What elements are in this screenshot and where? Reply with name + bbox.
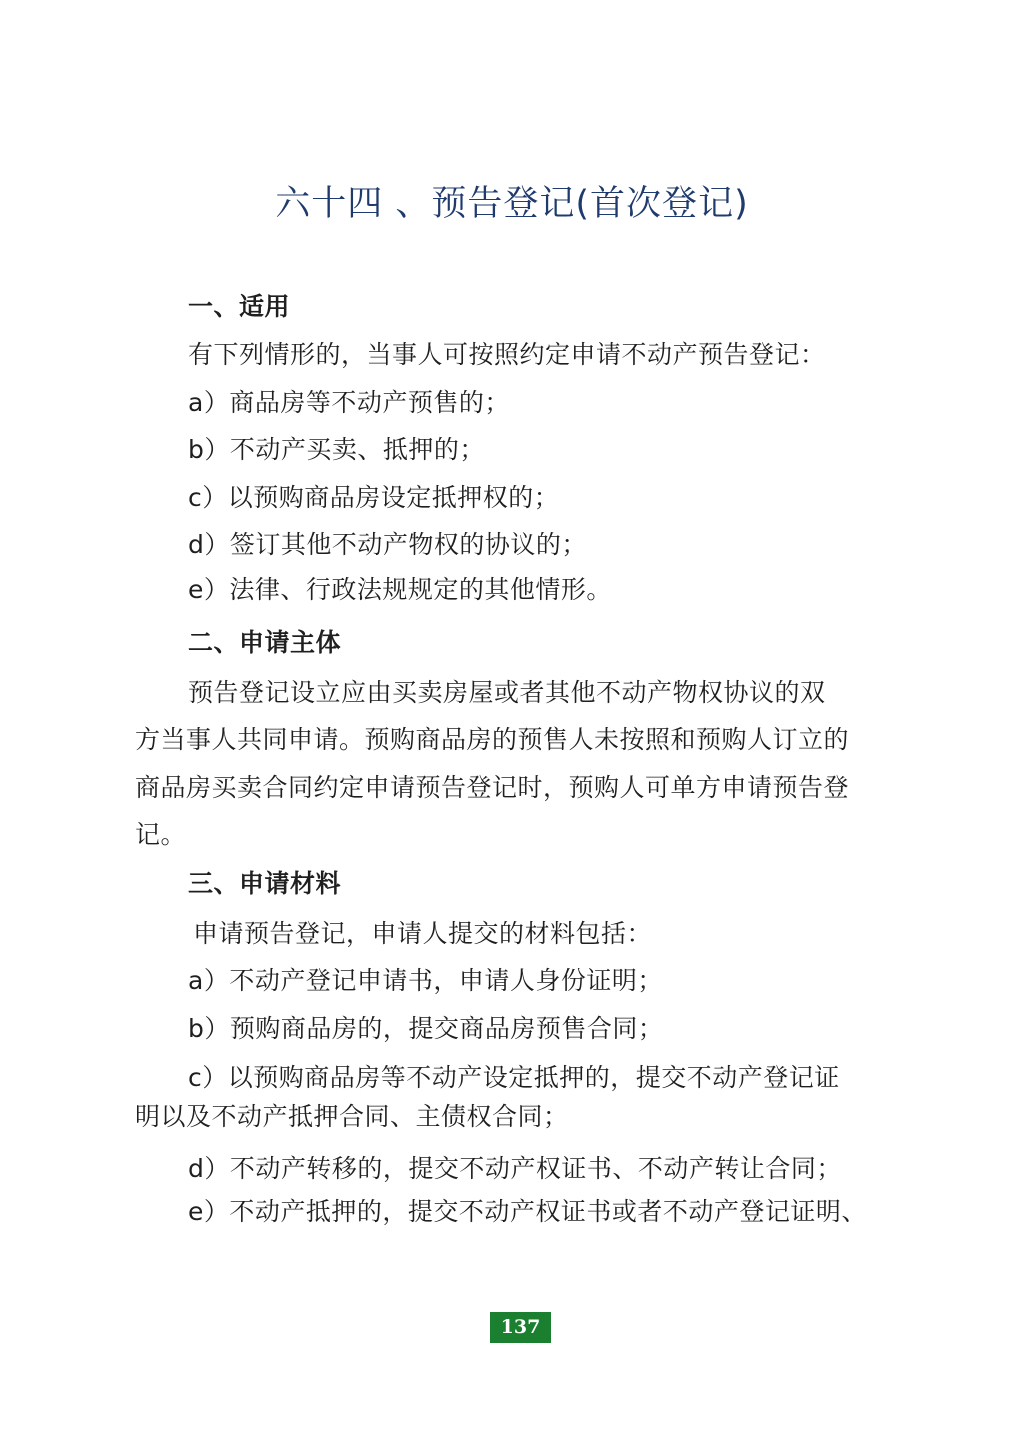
list-item: a）不动产登记申请书，申请人身份证明；: [188, 966, 663, 995]
paragraph-line: 记。: [135, 820, 187, 849]
page-number-badge: 137: [490, 1312, 551, 1343]
list-item: b）预购商品房的，提交商品房预售合同；: [188, 1014, 664, 1043]
list-item: b）不动产买卖、抵押的；: [188, 435, 485, 464]
list-item: e）法律、行政法规规定的其他情形。: [188, 575, 612, 604]
section1-intro: 有下列情形的，当事人可按照约定申请不动产预告登记：: [188, 340, 826, 369]
section-heading-applicable: 一、适用: [188, 292, 291, 321]
list-item: c）以预购商品房等不动产设定抵押的，提交不动产登记证: [188, 1063, 840, 1092]
list-item-continuation: 明以及不动产抵押合同、主债权合同；: [135, 1102, 569, 1131]
list-item: e）不动产抵押的，提交不动产权证书或者不动产登记证明、: [188, 1197, 867, 1226]
paragraph-line: 预告登记设立应由买卖房屋或者其他不动产物权协议的双: [188, 678, 826, 707]
paragraph-line: 方当事人共同申请。预购商品房的预售人未按照和预购人订立的: [135, 725, 850, 754]
section-heading-applicant: 二、申请主体: [188, 628, 342, 657]
list-item: d）不动产转移的，提交不动产权证书、不动产转让合同；: [188, 1154, 842, 1183]
section3-intro: 申请预告登记，申请人提交的材料包括：: [193, 919, 653, 948]
list-item: d）签订其他不动产物权的协议的；: [188, 530, 587, 559]
section-heading-materials: 三、申请材料: [188, 869, 342, 898]
paragraph-line: 商品房买卖合同约定申请预告登记时，预购人可单方申请预告登: [135, 773, 850, 802]
page-title: 六十四 、预告登记(首次登记): [275, 184, 749, 224]
list-item: a）商品房等不动产预售的；: [188, 388, 510, 417]
list-item: c）以预购商品房设定抵押权的；: [188, 483, 560, 512]
